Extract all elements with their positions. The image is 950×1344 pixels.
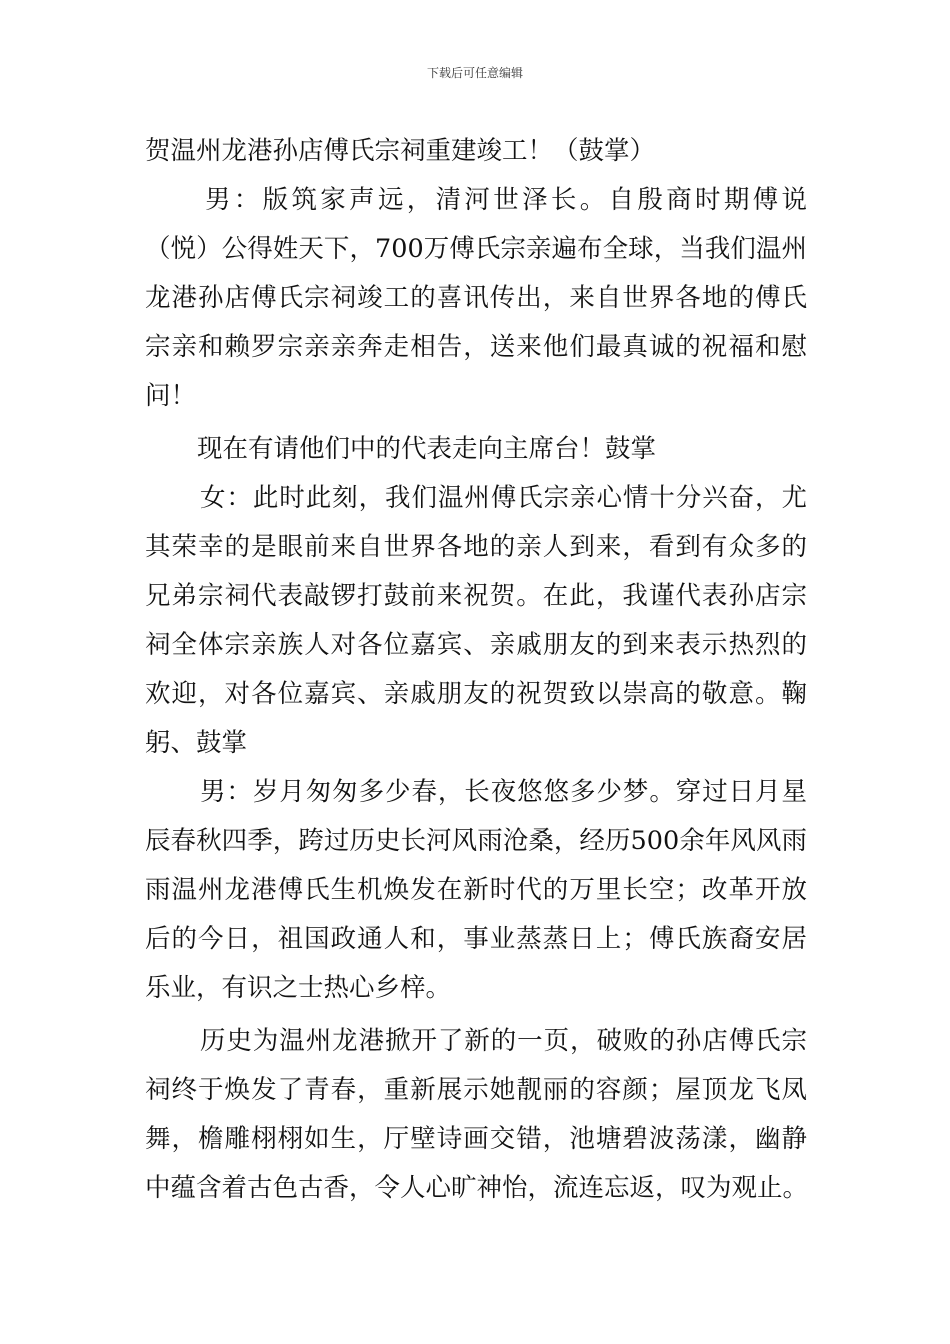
text-line: 舞，檐雕栩栩如生，厅壁诗画交错，池塘碧波荡漾，幽静 xyxy=(145,1124,807,1154)
document-body xyxy=(145,127,807,1213)
text-line: 祠终于焕发了青春，重新展示她靓丽的容颜；屋顶龙飞凤 xyxy=(145,1075,807,1105)
text-line: 现在有请他们中的代表走向主席台！鼓掌 xyxy=(197,434,657,464)
text-line: 欢迎，对各位嘉宾、亲戚朋友的祝贺致以崇高的敬意。鞠 xyxy=(145,679,807,709)
text-line: 乐业，有识之士热心乡梓。 xyxy=(145,973,452,1003)
text-line: 男：版筑家声远，清河世泽长。自殷商时期傅说 xyxy=(205,185,807,215)
text-line: 宗亲和赖罗宗亲亲奔走相告，送来他们最真诚的祝福和慰 xyxy=(145,332,807,362)
text-line: 祠全体宗亲族人对各位嘉宾、亲戚朋友的到来表示热烈的 xyxy=(145,630,807,660)
text-line: （悦）公得姓天下，700万傅氏宗亲遍布全球，当我们温州 xyxy=(145,234,807,264)
text-line: 其荣幸的是眼前来自世界各地的亲人到来，看到有众多的 xyxy=(145,532,807,562)
text-line: 躬、鼓掌 xyxy=(145,728,248,758)
text-line: 辰春秋四季，跨过历史长河风雨沧桑，经历500余年风风雨 xyxy=(145,826,807,856)
text-line: 中蕴含着古色古香，令人心旷神怡，流连忘返，叹为观止。 xyxy=(145,1173,809,1203)
text-line: 男：岁月匆匆多少春，长夜悠悠多少梦。穿过日月星 xyxy=(200,777,807,807)
text-line: 兄弟宗祠代表敲锣打鼓前来祝贺。在此，我谨代表孙店宗 xyxy=(145,581,807,611)
text-line: 后的今日，祖国政通人和，事业蒸蒸日上；傅氏族裔安居 xyxy=(145,924,807,954)
text-line: 龙港孙店傅氏宗祠竣工的喜讯传出，来自世界各地的傅氏 xyxy=(145,283,807,313)
text-line: 贺温州龙港孙店傅氏宗祠重建竣工！（鼓掌） xyxy=(145,136,656,166)
text-line: 雨温州龙港傅氏生机焕发在新时代的万里长空；改革开放 xyxy=(145,875,807,905)
page-header-watermark: 下载后可任意编辑 xyxy=(426,66,523,80)
text-line: 女：此时此刻，我们温州傅氏宗亲心情十分兴奋，尤 xyxy=(200,483,807,513)
text-line: 问！ xyxy=(145,381,197,411)
text-line: 历史为温州龙港掀开了新的一页，破败的孙店傅氏宗 xyxy=(200,1026,807,1056)
